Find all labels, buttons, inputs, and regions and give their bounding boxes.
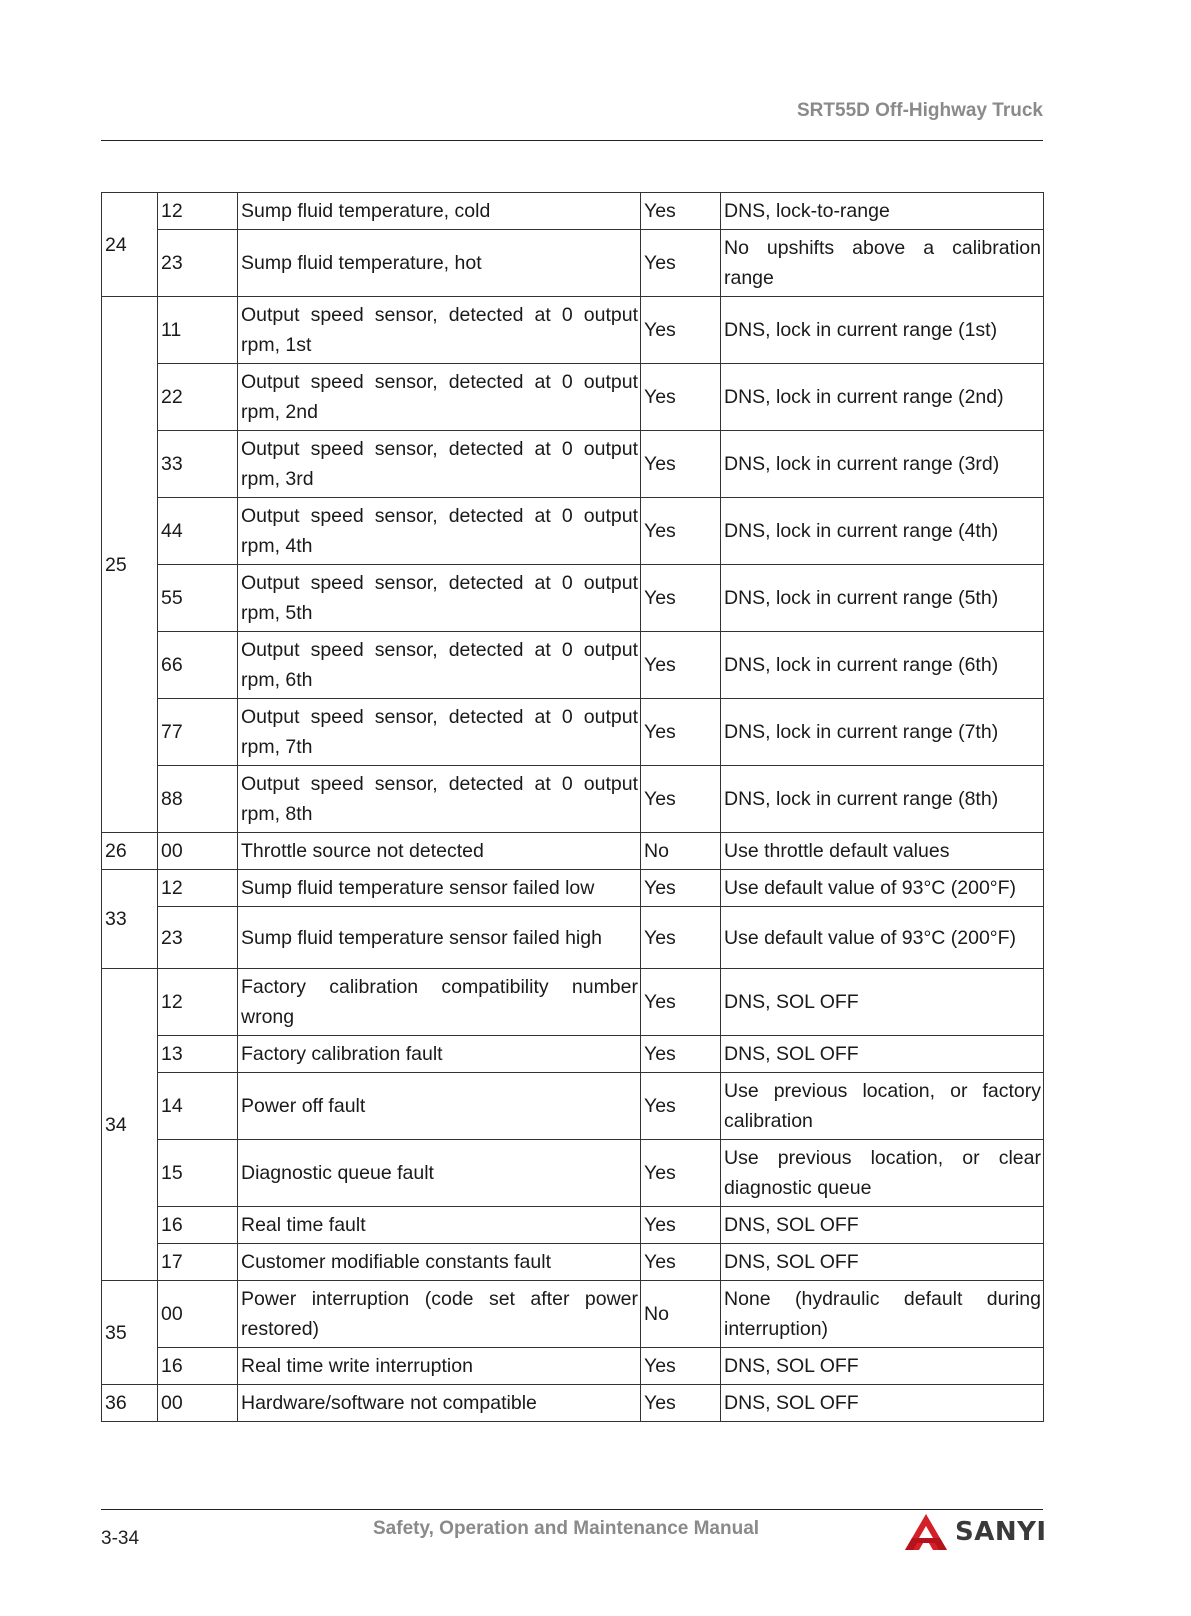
flag-cell: Yes	[641, 969, 721, 1036]
flag-cell: Yes	[641, 364, 721, 431]
sub-code-cell: 17	[158, 1244, 238, 1281]
description-cell: Output speed sensor, detected at 0 output rpm, 4th	[238, 498, 641, 565]
flag-cell: Yes	[641, 1348, 721, 1385]
action-cell: DNS, lock in current range (5th)	[721, 565, 1044, 632]
sub-code-cell: 66	[158, 632, 238, 699]
description-cell: Power interruption (code set after power restored)	[238, 1281, 641, 1348]
description-cell: Output speed sensor, detected at 0 output rpm, 7th	[238, 699, 641, 766]
table-row	[102, 870, 1044, 907]
table-row	[102, 1281, 1044, 1348]
sub-code-cell: 16	[158, 1207, 238, 1244]
action-cell: Use previous location, or factory calibration	[721, 1073, 1044, 1140]
sub-code-cell: 77	[158, 699, 238, 766]
description-cell: Throttle source not detected	[238, 833, 641, 870]
flag-cell: Yes	[641, 1140, 721, 1207]
action-cell: None (hydraulic default during interruption)	[721, 1281, 1044, 1348]
action-cell: Use default value of 93°C (200°F)	[721, 907, 1044, 969]
flag-cell: Yes	[641, 907, 721, 969]
description-cell: Sump fluid temperature, cold	[238, 193, 641, 230]
action-cell: Use default value of 93°C (200°F)	[721, 870, 1044, 907]
description-cell: Real time write interruption	[238, 1348, 641, 1385]
action-cell: DNS, lock-to-range	[721, 193, 1044, 230]
flag-cell: Yes	[641, 1073, 721, 1140]
action-cell: DNS, lock in current range (4th)	[721, 498, 1044, 565]
table-row	[102, 907, 1044, 969]
sub-code-cell: 22	[158, 364, 238, 431]
flag-cell: Yes	[641, 193, 721, 230]
sub-code-cell: 14	[158, 1073, 238, 1140]
main-code-cell: 24	[102, 193, 158, 297]
table-row	[102, 699, 1044, 766]
flag-cell: Yes	[641, 1207, 721, 1244]
table-row	[102, 1073, 1044, 1140]
action-cell: DNS, lock in current range (2nd)	[721, 364, 1044, 431]
table-row	[102, 565, 1044, 632]
sanyi-logo	[903, 1511, 1047, 1553]
action-cell: DNS, lock in current range (7th)	[721, 699, 1044, 766]
sub-code-cell: 11	[158, 297, 238, 364]
action-cell: DNS, SOL OFF	[721, 1385, 1044, 1422]
flag-cell: Yes	[641, 1385, 721, 1422]
flag-cell: Yes	[641, 766, 721, 833]
flag-cell: Yes	[641, 230, 721, 297]
table-row	[102, 230, 1044, 297]
table-row	[102, 1036, 1044, 1073]
sub-code-cell: 88	[158, 766, 238, 833]
footer-title: Safety, Operation and Maintenance Manual	[373, 1518, 760, 1539]
sub-code-cell: 12	[158, 969, 238, 1036]
sub-code-cell: 12	[158, 870, 238, 907]
table-row	[102, 1244, 1044, 1281]
main-code-cell: 33	[102, 870, 158, 969]
sub-code-cell: 00	[158, 833, 238, 870]
main-code-cell: 25	[102, 297, 158, 833]
flag-cell: Yes	[641, 1036, 721, 1073]
flag-cell: Yes	[641, 297, 721, 364]
description-cell: Output speed sensor, detected at 0 output rpm, 5th	[238, 565, 641, 632]
sub-code-cell: 23	[158, 907, 238, 969]
table-row	[102, 1207, 1044, 1244]
sub-code-cell: 44	[158, 498, 238, 565]
flag-cell: Yes	[641, 632, 721, 699]
description-cell: Power off fault	[238, 1073, 641, 1140]
description-cell: Real time fault	[238, 1207, 641, 1244]
table-row	[102, 1385, 1044, 1422]
action-cell: DNS, lock in current range (3rd)	[721, 431, 1044, 498]
flag-cell: No	[641, 1281, 721, 1348]
description-cell: Output speed sensor, detected at 0 output rpm, 6th	[238, 632, 641, 699]
table-row	[102, 766, 1044, 833]
table-row	[102, 632, 1044, 699]
table-row	[102, 297, 1044, 364]
flag-cell: Yes	[641, 498, 721, 565]
sub-code-cell: 00	[158, 1385, 238, 1422]
table-row	[102, 364, 1044, 431]
page-header-title: SRT55D Off-Highway Truck	[797, 100, 1043, 121]
description-cell: Customer modifiable constants fault	[238, 1244, 641, 1281]
page-number: 3-34	[101, 1528, 140, 1549]
table-row	[102, 833, 1044, 870]
action-cell: DNS, lock in current range (6th)	[721, 632, 1044, 699]
description-cell: Sump fluid temperature sensor failed high	[238, 907, 641, 969]
fault-code-table	[101, 192, 1044, 1422]
sub-code-cell: 55	[158, 565, 238, 632]
sub-code-cell: 33	[158, 431, 238, 498]
sub-code-cell: 12	[158, 193, 238, 230]
header-rule	[101, 140, 1043, 141]
description-cell: Output speed sensor, detected at 0 output rpm, 2nd	[238, 364, 641, 431]
sanyi-logo-text: SANYI	[955, 1517, 1047, 1547]
table-row	[102, 969, 1044, 1036]
description-cell: Sump fluid temperature, hot	[238, 230, 641, 297]
action-cell: No upshifts above a calibration range	[721, 230, 1044, 297]
action-cell: Use previous location, or clear diagnostic queue	[721, 1140, 1044, 1207]
action-cell: DNS, SOL OFF	[721, 1244, 1044, 1281]
table-row	[102, 1140, 1044, 1207]
description-cell: Output speed sensor, detected at 0 output rpm, 1st	[238, 297, 641, 364]
table-row	[102, 431, 1044, 498]
main-code-cell: 34	[102, 969, 158, 1281]
table-row	[102, 193, 1044, 230]
description-cell: Sump fluid temperature sensor failed low	[238, 870, 641, 907]
flag-cell: Yes	[641, 699, 721, 766]
sub-code-cell: 23	[158, 230, 238, 297]
action-cell: DNS, SOL OFF	[721, 1348, 1044, 1385]
description-cell: Diagnostic queue fault	[238, 1140, 641, 1207]
action-cell: DNS, lock in current range (1st)	[721, 297, 1044, 364]
sub-code-cell: 16	[158, 1348, 238, 1385]
flag-cell: Yes	[641, 565, 721, 632]
sub-code-cell: 00	[158, 1281, 238, 1348]
description-cell: Output speed sensor, detected at 0 output rpm, 3rd	[238, 431, 641, 498]
sub-code-cell: 15	[158, 1140, 238, 1207]
flag-cell: Yes	[641, 870, 721, 907]
action-cell: DNS, SOL OFF	[721, 969, 1044, 1036]
flag-cell: Yes	[641, 1244, 721, 1281]
flag-cell: No	[641, 833, 721, 870]
main-code-cell: 26	[102, 833, 158, 870]
action-cell: Use throttle default values	[721, 833, 1044, 870]
description-cell: Factory calibration compatibility number wrong	[238, 969, 641, 1036]
description-cell: Output speed sensor, detected at 0 output rpm, 8th	[238, 766, 641, 833]
main-code-cell: 36	[102, 1385, 158, 1422]
footer-rule	[101, 1509, 1043, 1510]
action-cell: DNS, lock in current range (8th)	[721, 766, 1044, 833]
sub-code-cell: 13	[158, 1036, 238, 1073]
description-cell: Factory calibration fault	[238, 1036, 641, 1073]
action-cell: DNS, SOL OFF	[721, 1036, 1044, 1073]
flag-cell: Yes	[641, 431, 721, 498]
table-row	[102, 498, 1044, 565]
main-code-cell: 35	[102, 1281, 158, 1385]
table-row	[102, 1348, 1044, 1385]
sanyi-logo-icon	[903, 1512, 949, 1552]
description-cell: Hardware/software not compatible	[238, 1385, 641, 1422]
action-cell: DNS, SOL OFF	[721, 1207, 1044, 1244]
